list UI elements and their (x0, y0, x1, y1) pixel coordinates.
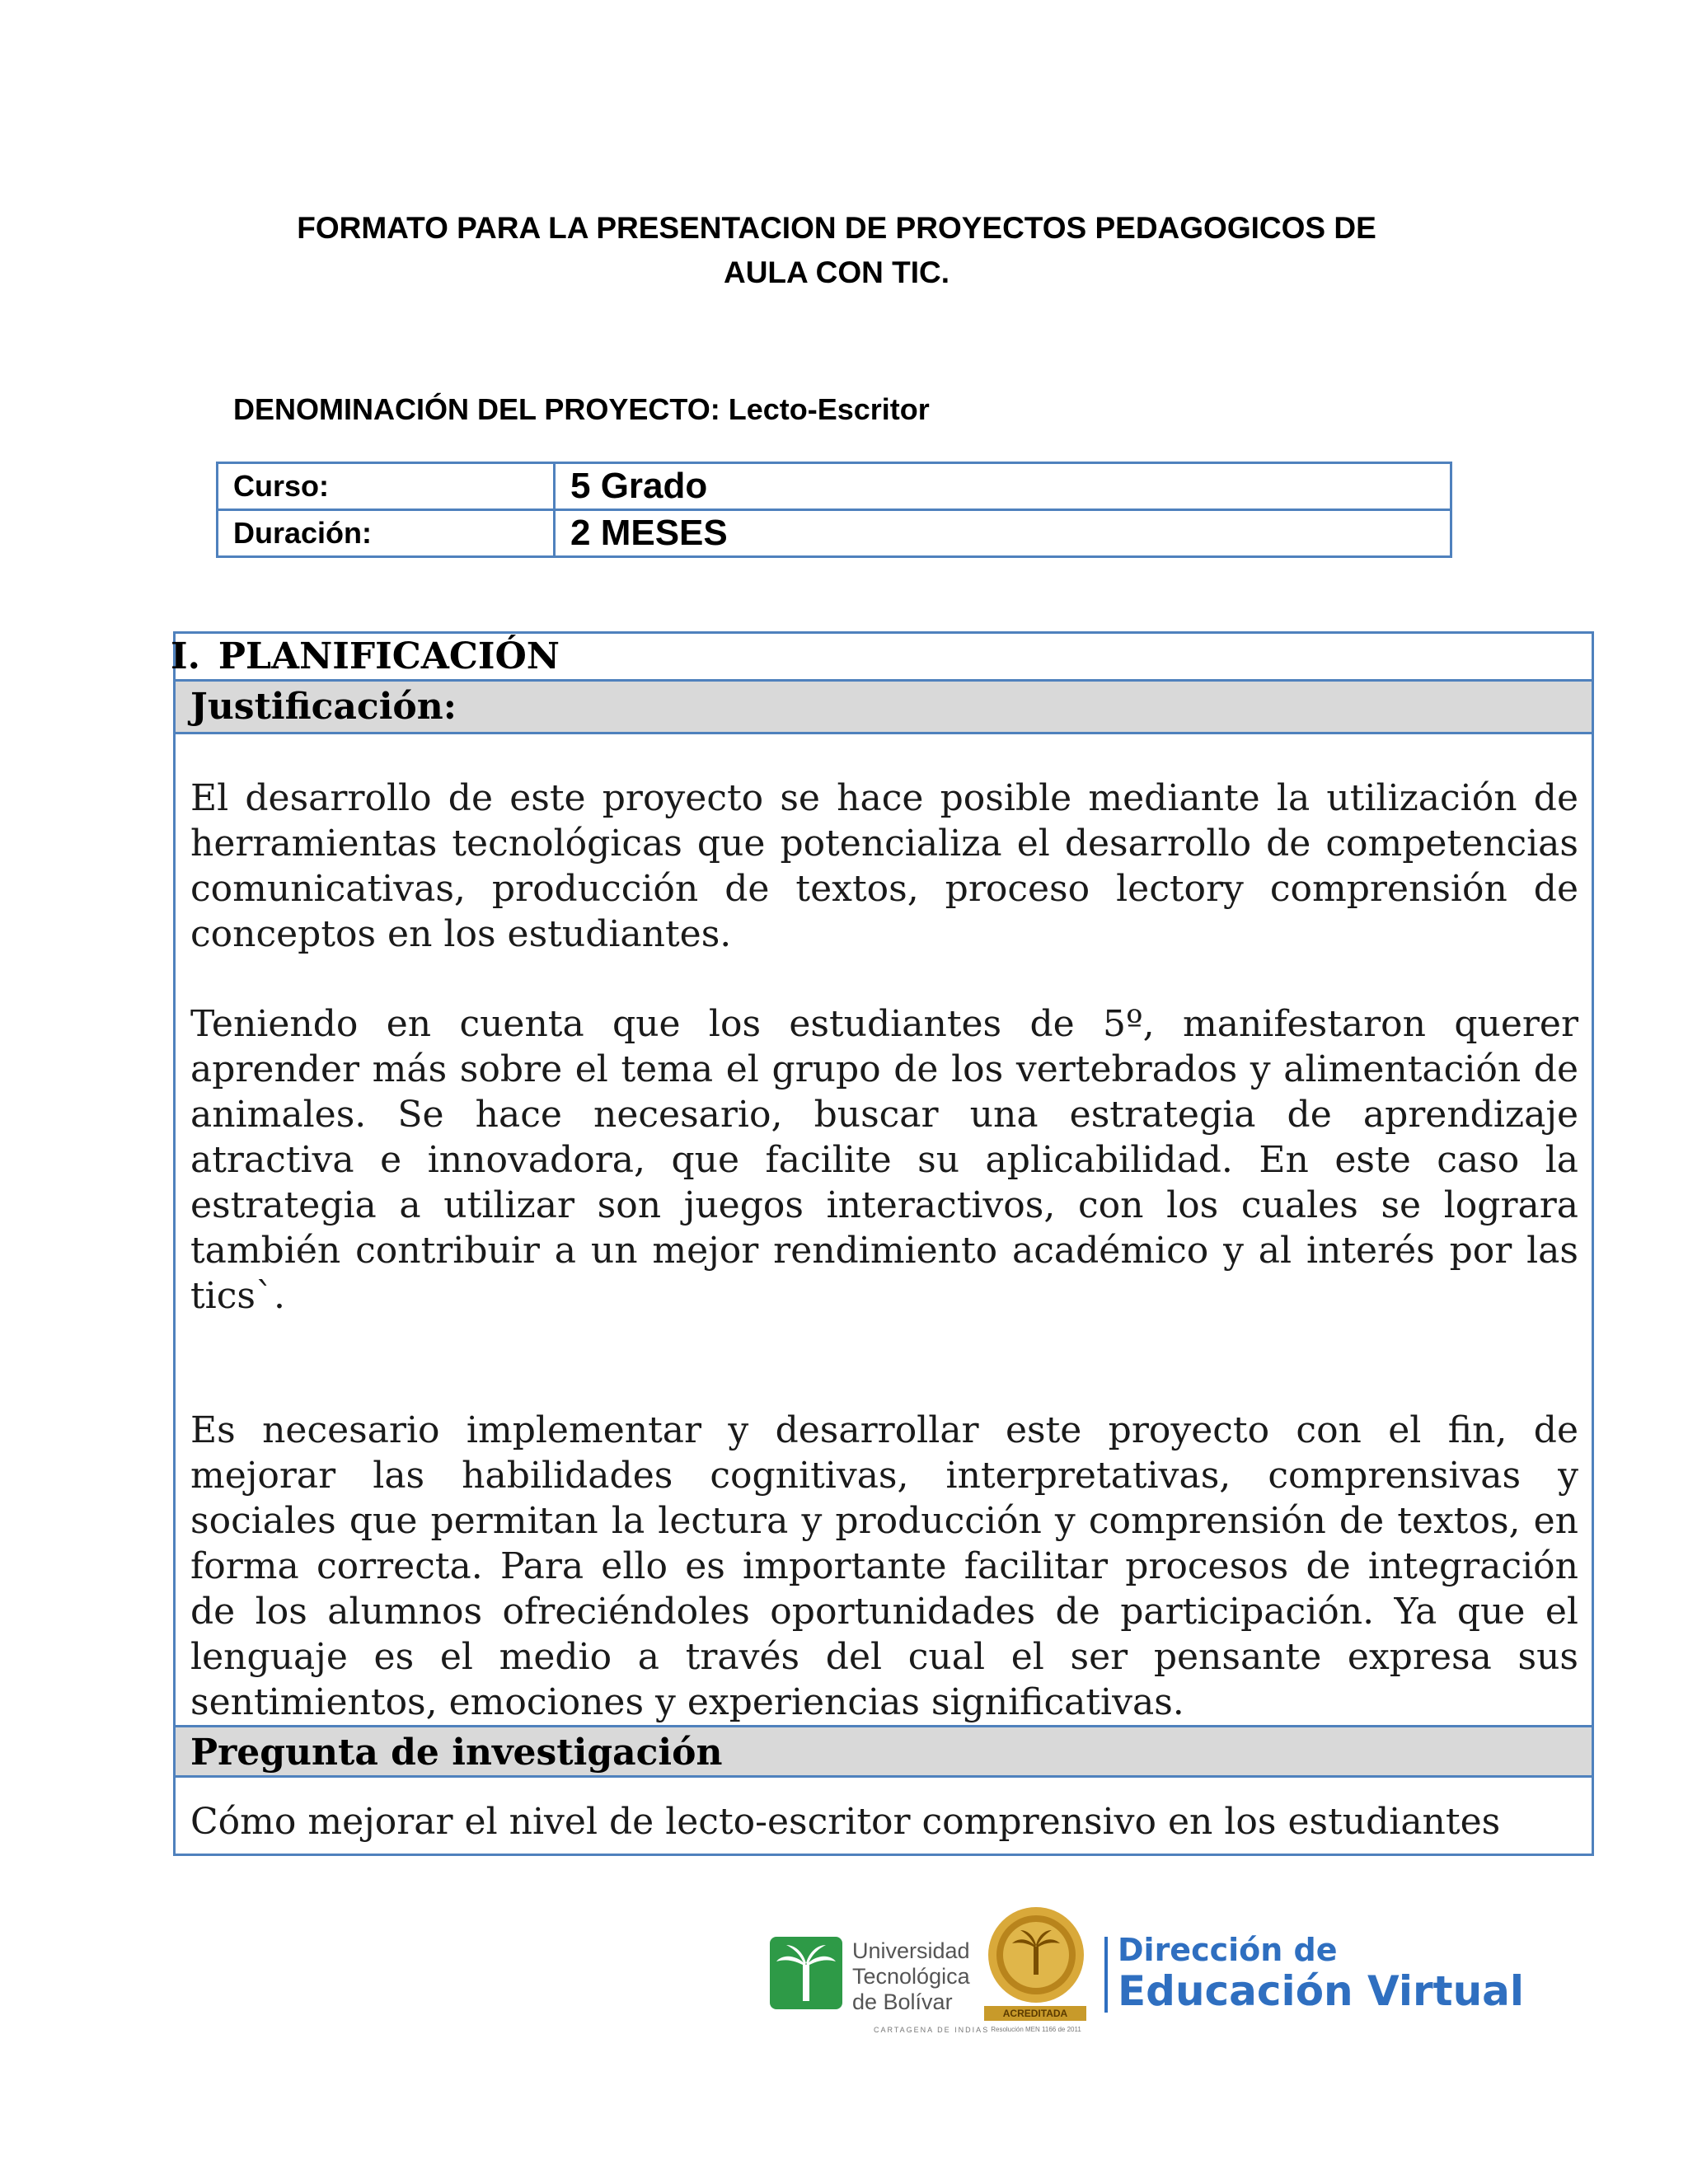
footer-logos (767, 1904, 1599, 2044)
question-text: Cómo mejorar el nivel de lecto-escritor comprensivo en los estudiantes (190, 1801, 1501, 1843)
seal-label: ACREDITADA (984, 2006, 1086, 2021)
justification-heading: Justificación: (176, 682, 1592, 734)
utb-line-2: Tecnológica (852, 1964, 970, 1989)
course-label: Curso: (218, 463, 555, 510)
title-line-2: AULA CON TIC. (723, 255, 950, 289)
dept-line-1: Dirección de (1118, 1932, 1338, 1968)
justification-paragraph-2: Teniendo en cuenta que los estudiantes de 5º, manifestaron querer aprender más sobre el tema el grupo de los vertebrados y alimentación de animales. Se hace necesario, buscar una estrategia de aprendizaje atractiva e innovadora, que facilite su aplicabilidad. En este caso la estrategia a utilizar son juegos interactivos, con los cuales se lograra también contribuir a un mejor rendimiento académico y al interés por las tics`. (190, 1003, 1578, 1317)
course-value: 5 Grado (555, 463, 1451, 510)
utb-line-3: de Bolívar (852, 1990, 953, 2014)
planning-header (171, 634, 1592, 682)
question-heading: Pregunta de investigación (176, 1725, 1592, 1778)
section-number: I. (171, 635, 200, 677)
duration-label: Duración: (218, 510, 555, 557)
utb-city: CARTAGENA DE INDIAS (874, 2026, 990, 2034)
dept-line-2: Educación Virtual (1118, 1967, 1525, 2015)
accreditation-seal-icon (982, 1904, 1090, 2042)
utb-logo-text (852, 1938, 970, 2015)
justification-body (176, 734, 1592, 1725)
utb-line-1: Universidad (852, 1938, 970, 1963)
document-title (0, 206, 1673, 295)
duration-value: 2 MESES (555, 510, 1451, 557)
logo-divider (1104, 1937, 1108, 2013)
justification-paragraph-1: El desarrollo de este proyecto se hace posible mediante la utilización de herramientas tecnológicas que potencializa el desarrollo de competencias comunicativas, producción de textos, proceso lectory comprensión de conceptos en los estudiantes. (190, 777, 1578, 955)
justification-paragraph-3: Es necesario implementar y desarrollar este proyecto con el fin, de mejorar las habilidades cognitivas, interpretativas, comprensivas y sociales que permitan la lectura y producción y comprensión de textos, en forma correcta. Para ello es importante facilitar procesos de integración de los alumnos ofreciéndoles oportunidades de participación. Ya que el lenguaje es el medio a través del cual el ser pensante expresa sus sentimientos, emociones y experiencias significativas. (190, 1409, 1578, 1723)
seal-resolution: Resolución MEN 1166 de 2011 (991, 2026, 1081, 2033)
planning-table (173, 631, 1594, 1856)
virtual-education-logo (1118, 1932, 1524, 2014)
title-line-1: FORMATO PARA LA PRESENTACION DE PROYECTOS PEDAGOGICOS DE (297, 211, 1376, 245)
project-name: DENOMINACIÓN DEL PROYECTO: Lecto-Escritor (233, 392, 930, 426)
table-row (218, 510, 1451, 557)
course-info-table (216, 462, 1452, 558)
utb-palm-logo-icon (770, 1937, 842, 2009)
section-title: PLANIFICACIÓN (218, 635, 560, 677)
table-row (218, 463, 1451, 510)
